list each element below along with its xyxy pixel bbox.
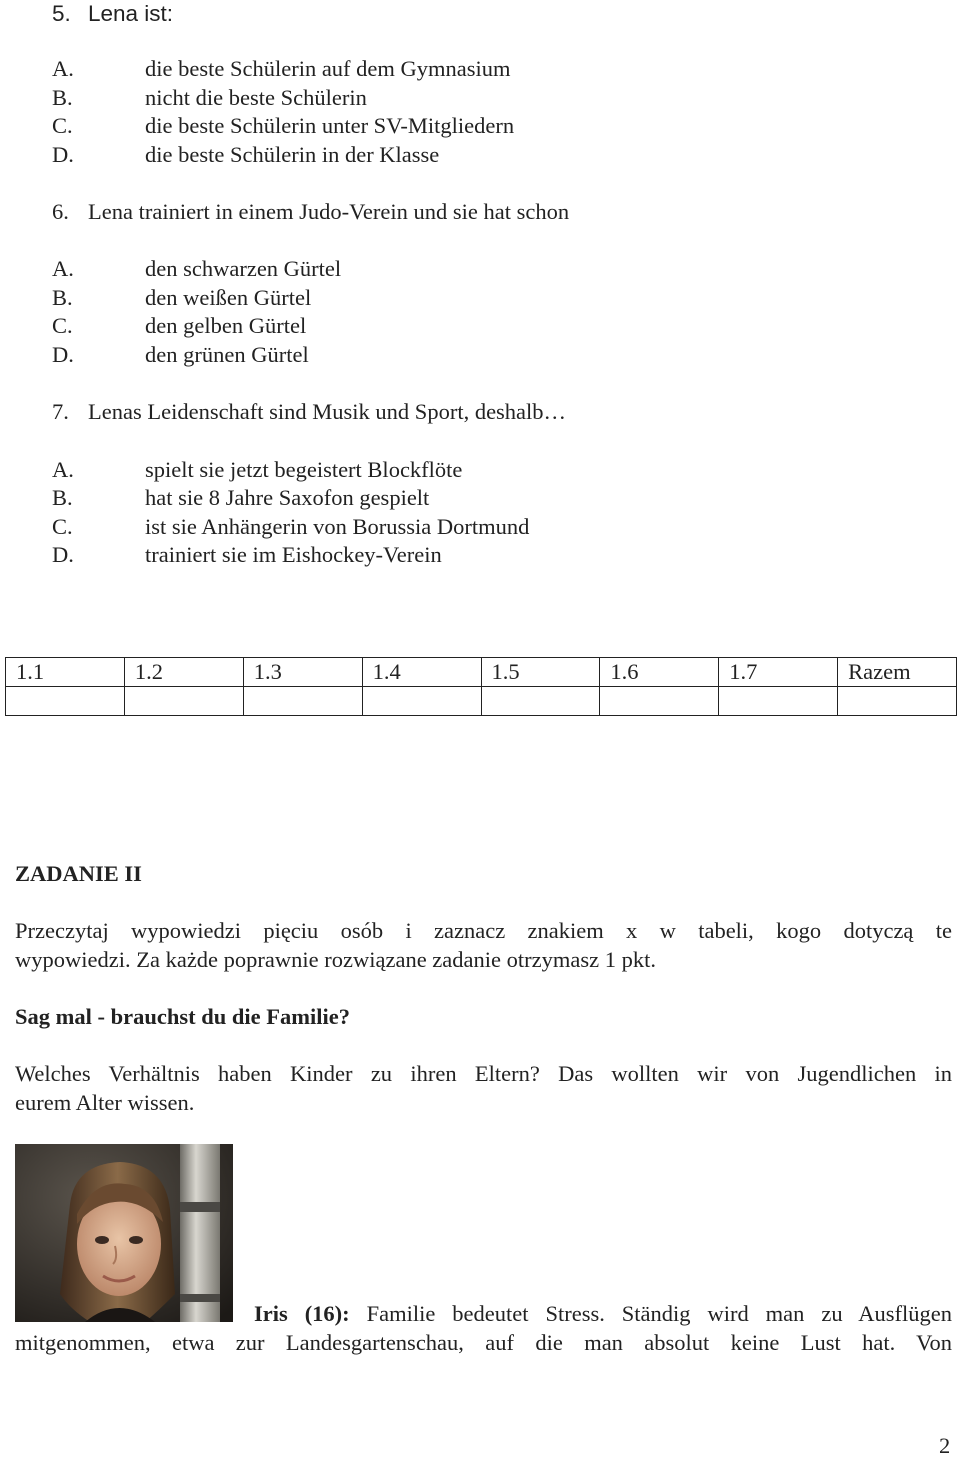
score-header-cell: 1.4 bbox=[362, 658, 481, 687]
score-table-answer-row bbox=[6, 687, 957, 716]
text-title: Sag mal - brauchst du die Familie? bbox=[15, 1004, 351, 1029]
score-header-cell-total: Razem bbox=[838, 658, 957, 687]
iris-text-line-1: Iris (16): Familie bedeutet Stress. Ständig wird man zu Ausflügen bbox=[254, 1301, 952, 1326]
intro-line-2: eurem Alter wissen. bbox=[15, 1090, 195, 1115]
score-header-cell: 1.3 bbox=[243, 658, 362, 687]
question-7 bbox=[52, 398, 566, 427]
iris-text-line-2: mitgenommen, etwa zur Landesgartenschau, auf die man absolut keine Lust hat. Von bbox=[15, 1330, 952, 1355]
score-answer-cell[interactable] bbox=[124, 687, 243, 716]
question-number: 6. bbox=[52, 199, 69, 224]
question-6 bbox=[52, 198, 569, 227]
question-number: 5. bbox=[52, 1, 71, 26]
portrait-illustration bbox=[15, 1144, 233, 1322]
question-stem: Lenas Leidenschaft sind Musik und Sport, deshalb… bbox=[88, 399, 567, 424]
score-table bbox=[5, 657, 957, 716]
score-answer-cell[interactable] bbox=[600, 687, 719, 716]
page-number: 2 bbox=[939, 1433, 951, 1458]
score-table-header-row bbox=[6, 658, 957, 687]
score-answer-cell[interactable] bbox=[719, 687, 838, 716]
score-answer-cell[interactable] bbox=[6, 687, 125, 716]
task-heading: ZADANIE II bbox=[15, 861, 142, 886]
score-header-cell: 1.7 bbox=[719, 658, 838, 687]
score-answer-cell[interactable] bbox=[243, 687, 362, 716]
score-answer-cell-total[interactable] bbox=[838, 687, 957, 716]
task-instruction-line-1: Przeczytaj wypowiedzi pięciu osób i zaznacz znakiem x w tabeli, kogo dotyczą te bbox=[15, 918, 952, 943]
intro-line-1: Welches Verhältnis haben Kinder zu ihren Eltern? Das wollten wir von Jugendlichen in bbox=[15, 1061, 952, 1086]
score-header-cell: 1.6 bbox=[600, 658, 719, 687]
score-header-cell: 1.2 bbox=[124, 658, 243, 687]
score-header-cell: 1.1 bbox=[6, 658, 125, 687]
question-number: 7. bbox=[52, 399, 69, 424]
portrait-photo bbox=[15, 1144, 233, 1322]
score-answer-cell[interactable] bbox=[362, 687, 481, 716]
task-instruction-line-2: wypowiedzi. Za każde poprawnie rozwiązane zadanie otrzymasz 1 pkt. bbox=[15, 947, 656, 972]
question-stem: Lena ist: bbox=[88, 1, 174, 26]
score-header-cell: 1.5 bbox=[481, 658, 600, 687]
question-5 bbox=[52, 0, 173, 29]
score-answer-cell[interactable] bbox=[481, 687, 600, 716]
question-stem: Lena trainiert in einem Judo-Verein und sie hat schon bbox=[88, 199, 570, 224]
speaker-name: Iris (16): bbox=[254, 1301, 350, 1326]
